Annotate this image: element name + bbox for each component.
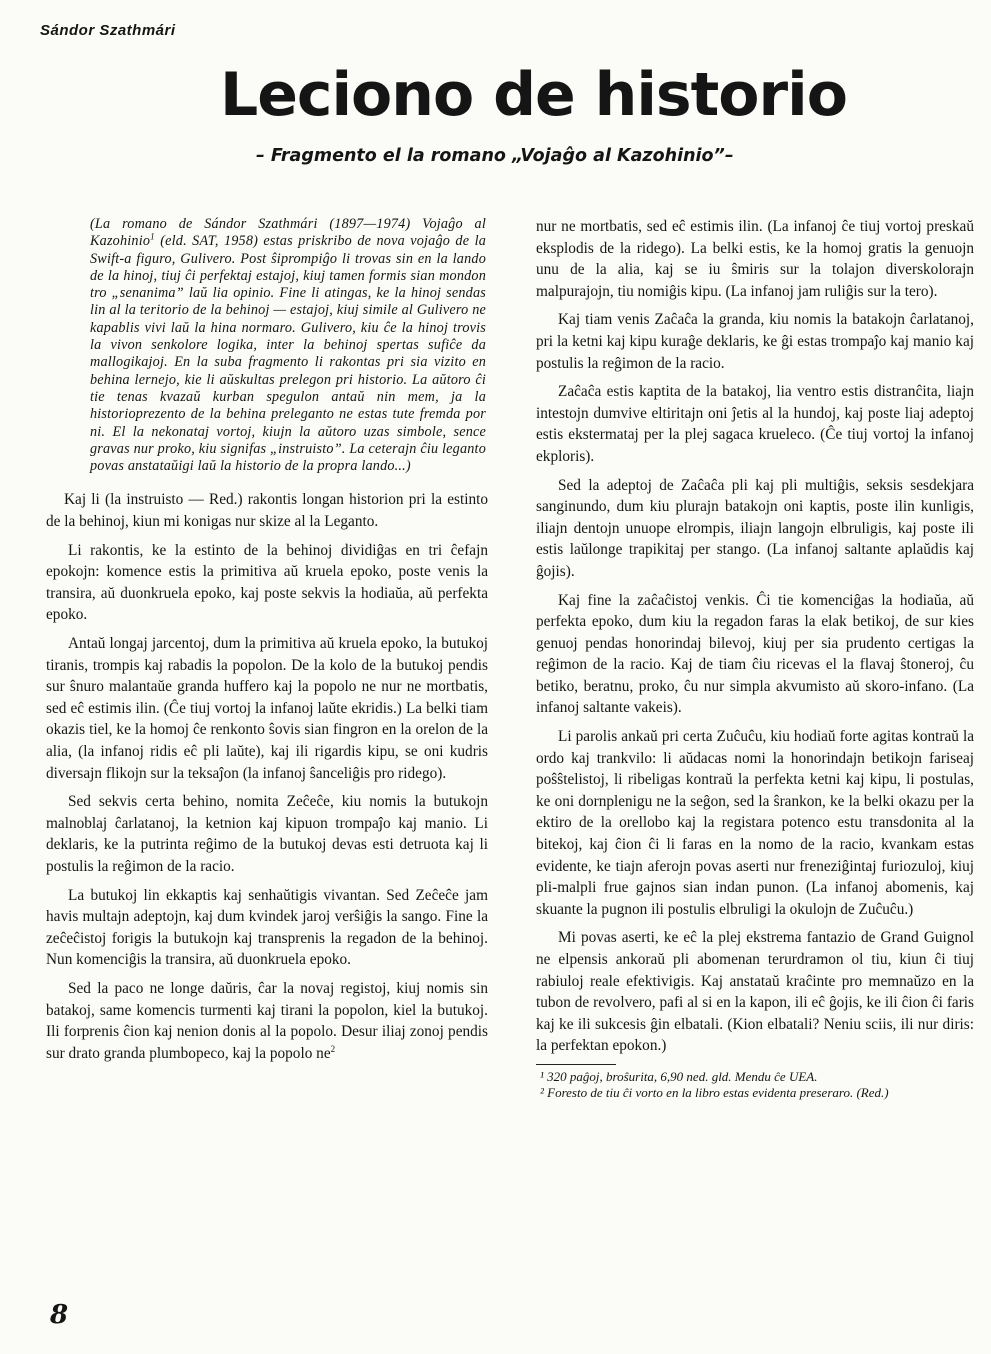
right-column [536,216,974,1101]
paragraph: Li parolis ankaŭ pri certa Zuĉuĉu, kiu hodiaŭ forte agitas kontraŭ la ordo kaj trankvilo: li aŭdacas nomi la honorindajn betikojn fariseaj poŝŝtelistoj, li ribeligas kontraŭ la perfekta ketni kaj kipu, li postulas, ke oni dornplenigu ne la seĝon, sed la ŝrankon, ke la belki okazu per la ektiro de la orellobo kaj la registara potenco estu transdonita al la bitekoj, kaj ĉion ĉi li faras en la nomo de la racio, kvankam estas evidente, ke tiajn aferojn povas aserti nur freneziĝintaj furiozuloj, kiuj pli-malpli frue gajnos sian indan punon. (La infanoj abomenis, kaj skuante la pugnon ili postulis elbruligi la okulojn de Zuĉuĉu.) [536,728,974,918]
paragraph: nur ne mortbatis, sed eĉ estimis ilin. (La infanoj ĉe tiuj vortoj preskaŭ eksplodis de la ridego). La belki estis, ke la homoj gratis la genuojn unu de la alia, kaj se iu ŝmiris sur la tolajon diverskolorajn malpurajojn, tiu nomiĝis kipu. (La infanoj jam ruliĝis sur la tero). [536,218,974,300]
footnote-ref: 1 [150,231,155,242]
footnote-divider [536,1064,616,1065]
paragraph: Kaj fine la zaĉaĉistoj venkis. Ĉi tie komenciĝas la hodiaŭa, aŭ perfekta epoko, dum kiu la regadon faras la elak betikoj, de sur kies genuoj pendas honorindaj bilevoj, kiuj per sia prudento certigas la reĝimon de la racio. Kaj de tiam ĉiu ricevas el la flavaj ŝtoneroj, ĉu betiko, beratnu, proko, ĉu nur simpla akvumisto aŭ skoro-infano. (La infanoj saltante vakeis). [536,591,974,717]
paragraph: Mi povas aserti, ke eĉ la plej ekstrema fantazio de Grand Guignol ne elpensis ankoraŭ pli abomenan terurdramon ol tiu, kiun ĉi tiuj rabiuloj reale efektivigis. Kaj anstataŭ kraĉinte pro memnaŭzo en la tubon de revolvero, pafi al si en la kapon, ili eĉ ĝojis, ke ili ĉion ĉi faris kaj ke ili sukcesis ĝin elbatali. (Kion elbatali? Neniu sciis, ili nur diris: la perfektan epokon.) [536,929,974,1055]
article-title: Leciono de historio [220,60,847,130]
paragraph: Sed sekvis certa behino, nomita Zeĉeĉe, kiu nomis la butukojn malnoblaj ĉarlatanoj, la ketnion kaj kipuon trompaĵo kaj manio. Li deklaris, ke la putrinta reĝimo de la butukoj devas esti detruota kaj li postulis la reĝimon de la racio. [46,793,488,875]
paragraph: Kaj li (la instruisto — Red.) rakontis longan historion pri la estinto de la behinoj, kiun mi konigas nur skize al la Leganto. [46,491,488,531]
footnote: ² Foresto de tiu ĉi vorto en la libro estas evidenta preseraro. (Red.) [540,1084,889,1100]
article-subtitle: – Fragmento el la romano „Vojaĝo al Kazohinio”– [256,146,734,166]
footnote: ¹ 320 paĝoj, broŝurita, 6,90 ned. gld. Mendu ĉe UEA. [540,1068,818,1084]
paragraph: Zaĉaĉa estis kaptita de la batakoj, lia ventro estis distranĉita, liajn intestojn dumvive eltiritajn oni ĵetis al la hundoj, kaj poste liaj adeptoj estis ekstermataj per la plej sagaca krueleco. (Ĉe tiuj vortoj la infanoj ekploris). [536,383,974,465]
paragraph: Antaŭ longaj jarcentoj, dum la primitiva aŭ kruela epoko, la butukoj tiranis, trompis kaj rabadis la popolon. De la kolo de la butukoj pendis sur ŝnuro malantaŭe granda huffero kaj la popolo ne nur ne mortbatis, sed eĉ estimis ilin. (Ĉe tiuj vortoj la infanoj laŭte ekridis.) La belki tiam okazis tiel, ke la homoj ĉe renkonto ŝovis sian fingron en la orelon de la alia, (la infanoj ridis eĉ pli laŭte), kaj ili rigardis kipu, se oni kudris diversajn flikojn sur la teksaĵon (la infanoj ŝanceliĝis pro ridego). [46,635,488,782]
paragraph: Li rakontis, ke la estinto de la behinoj dividiĝas en tri ĉefajn epokojn: komence estis la primitiva aŭ kruela epoko, poste venis la transira, aŭ duonkruela epoko, kaj poste sekvis la hodiaŭa, aŭ perfekta epoko. [46,541,488,624]
intro-note: (La romano de Sándor Szathmári (1897—1974) Vojaĝo al Kazohinio$^1$ (eld. SAT, 1958) estas priskribo de nova vojaĝo de la Swift-a figuro, Gulivero. Post ŝiprompiĝo li trovas sin en la lando de la hinoj, tiuj ĉi perfektaj estajoj, kiuj tamen formis sian mondon tro „senanima” laŭ lia opinio. Fine li atingas, ke la hinoj sendas lin al la teritorio de la behinoj — estajoj, kiuj simile al Gulivero ne kapablis vivi laŭ la hina normaro. Gulivero, kiu ĉe la hinoj trovis la vivon senkolore logika, inter la behinoj spertas sufiĉe da mallogikajoj. En la suba fragmento li rakontas pri sia vizito en behina lernejo, kie li aŭskultas prelegon pri historio. La aŭtoro ĉi tie tenas kvazaŭ kurban spegulon antaŭ nin mem, ja la historioprezento de la behina preleganto ne estas tute fremda por ni. El la nekonataj vortoj, kiujn la aŭtoro uzas simbole, sence gravas nur proko, kiu signifas „instruisto”. La ceterajn ĉiu leganto povas anstataŭigi laŭ la historio de la propra lando...) [90,216,486,475]
footnote-ref: 2 [330,1043,336,1054]
paragraph: Sed la paco ne longe daŭris, ĉar la novaj registoj, kiuj nomis sin batakoj, same komencis turmenti kaj tirani la popolon, kiel la butukoj. Ili forprenis ĉion kaj nenion donis al la popolo. Desur iliaj zonoj pendis sur drato granda plumbopeco, kaj la popolo $ne^2$ [46,979,488,1062]
paragraph: La butukoj lin ekkaptis kaj senhaŭtigis vivantan. Sed Zeĉeĉe jam havis multajn adeptojn, kaj dum kvindek jaroj verŝiĝis la sango. Fine la zeĉeĉistoj forigis la butukojn kaj transprenis la regadon de la behinoj. Nun komenciĝis la transira, aŭ duonkruela epoko. [46,886,488,969]
paragraph: Sed la adeptoj de Zaĉaĉa pli kaj pli multiĝis, seksis sesdekjara sanginundo, dum kiu plurajn batakojn oni kaptis, poste ilin kunligis, iliajn dentojn unuope elrompis, iliajn langojn elbruligis, kaj poste ili estis laŭlonge trapikitaj per stango. (La infanoj saltante aplaŭdis kaj ĝojis). [536,476,974,580]
left-column [46,216,488,1071]
page-number: 8 [50,1300,69,1330]
author-name: Sándor Szathmári [40,22,176,39]
paragraph: Kaj tiam venis Zaĉaĉa la granda, kiu nomis la batakojn ĉarlatanoj, pri la ketni kaj kipu kuraĝe deklaris, ke ĝi estas trompaĵo kaj manio kaj postulis la reĝimon de la racio. [536,311,974,372]
